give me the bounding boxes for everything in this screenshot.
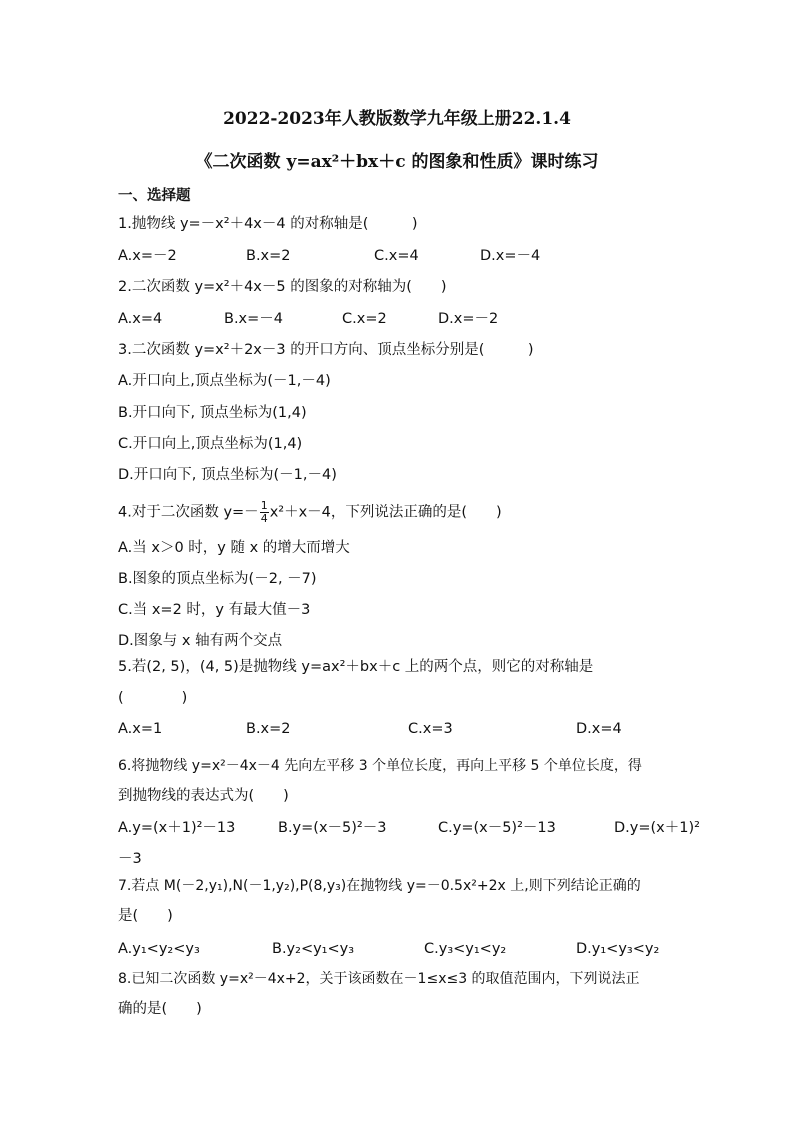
question-3-stem: 3.二次函数 y=x²＋2x－3 的开口方向、顶点坐标分别是( ) xyxy=(118,342,534,358)
question-3-option-d: D.开口向下, 顶点坐标为(－1,－4) xyxy=(118,467,337,483)
question-5-stem: 5.若(2, 5)，(4, 5)是抛物线 y=ax²＋bx＋c 上的两个点，则它的对称轴是 xyxy=(118,659,594,675)
question-6-option-d-continued: －3 xyxy=(118,851,142,867)
question-7-option-d: D.y₁<y₃<y₂ xyxy=(576,941,660,957)
question-7-option-c: C.y₃<y₁<y₂ xyxy=(424,941,507,957)
question-1-option-b: B.x=2 xyxy=(246,248,291,264)
question-8-stem: 8.已知二次函数 y=x²－4x+2，关于该函数在－1≤x≤3 的取值范围内，下列说法正 xyxy=(118,971,640,987)
question-2-option-d: D.x=－2 xyxy=(438,311,499,327)
question-6-option-a: A.y=(x＋1)²－13 xyxy=(118,820,236,836)
question-4-option-c: C.当 x=2 时，y 有最大值－3 xyxy=(118,602,311,618)
question-1-option-d: D.x=－4 xyxy=(480,248,541,264)
question-4-stem xyxy=(118,500,502,525)
question-3-option-b: B.开口向下, 顶点坐标为(1,4) xyxy=(118,405,307,421)
question-6-option-d: D.y=(x＋1)² xyxy=(614,820,700,836)
question-7-stem-continued: 是( ) xyxy=(118,908,173,924)
section-heading: 一、选择题 xyxy=(118,188,191,204)
question-6-option-b: B.y=(x－5)²－3 xyxy=(278,820,387,836)
question-5-option-b: B.x=2 xyxy=(246,721,291,737)
question-4-option-a: A.当 x＞0 时，y 随 x 的增大而增大 xyxy=(118,540,350,556)
question-3-option-a: A.开口向上,顶点坐标为(－1,－4) xyxy=(118,373,331,389)
question-7-option-a: A.y₁<y₂<y₃ xyxy=(118,941,200,957)
question-4-stem-end: x²＋x－4，下列说法正确的是( ) xyxy=(269,504,502,521)
fraction-numerator: 1 xyxy=(260,499,268,512)
title-line-2: 《二次函数 y=ax²＋bx＋c 的图象和性质》课时练习 xyxy=(195,152,599,172)
question-2-option-c: C.x=2 xyxy=(342,311,387,327)
fraction-one-quarter xyxy=(260,500,269,525)
question-1-option-a: A.x=－2 xyxy=(118,248,177,264)
question-5-option-a: A.x=1 xyxy=(118,721,163,737)
question-1-stem: 1.抛物线 y=－x²＋4x－4 的对称轴是( ) xyxy=(118,216,418,232)
title-line-1: 2022-2023年人教版数学九年级上册22.1.4 xyxy=(223,109,571,129)
question-7-stem: 7.若点 M(－2,y₁),N(－1,y₂),P(8,y₃)在抛物线 y=－0.5x²+2x 上,则下列结论正确的 xyxy=(118,878,641,894)
question-6-option-c: C.y=(x－5)²－13 xyxy=(438,820,556,836)
question-2-stem: 2.二次函数 y=x²＋4x－5 的图象的对称轴为( ) xyxy=(118,279,447,295)
question-8-stem-continued: 确的是( ) xyxy=(118,1001,202,1017)
question-1-option-c: C.x=4 xyxy=(374,248,419,264)
question-5-stem-continued: ( ) xyxy=(118,690,188,706)
question-2-option-b: B.x=－4 xyxy=(224,311,284,327)
question-7-option-b: B.y₂<y₁<y₃ xyxy=(272,941,355,957)
question-4-option-d: D.图象与 x 轴有两个交点 xyxy=(118,633,283,649)
fraction-denominator: 4 xyxy=(260,512,268,525)
question-4-option-b: B.图象的顶点坐标为(－2, －7) xyxy=(118,571,317,587)
question-6-stem-continued: 到抛物线的表达式为( ) xyxy=(118,788,289,804)
question-5-option-c: C.x=3 xyxy=(408,721,453,737)
question-4-stem-start: 4.对于二次函数 y=－ xyxy=(118,504,259,521)
question-5-option-d: D.x=4 xyxy=(576,721,622,737)
question-3-option-c: C.开口向上,顶点坐标为(1,4) xyxy=(118,436,303,452)
question-2-option-a: A.x=4 xyxy=(118,311,163,327)
question-6-stem: 6.将抛物线 y=x²－4x－4 先向左平移 3 个单位长度，再向上平移 5 个单位长度，得 xyxy=(118,758,642,774)
